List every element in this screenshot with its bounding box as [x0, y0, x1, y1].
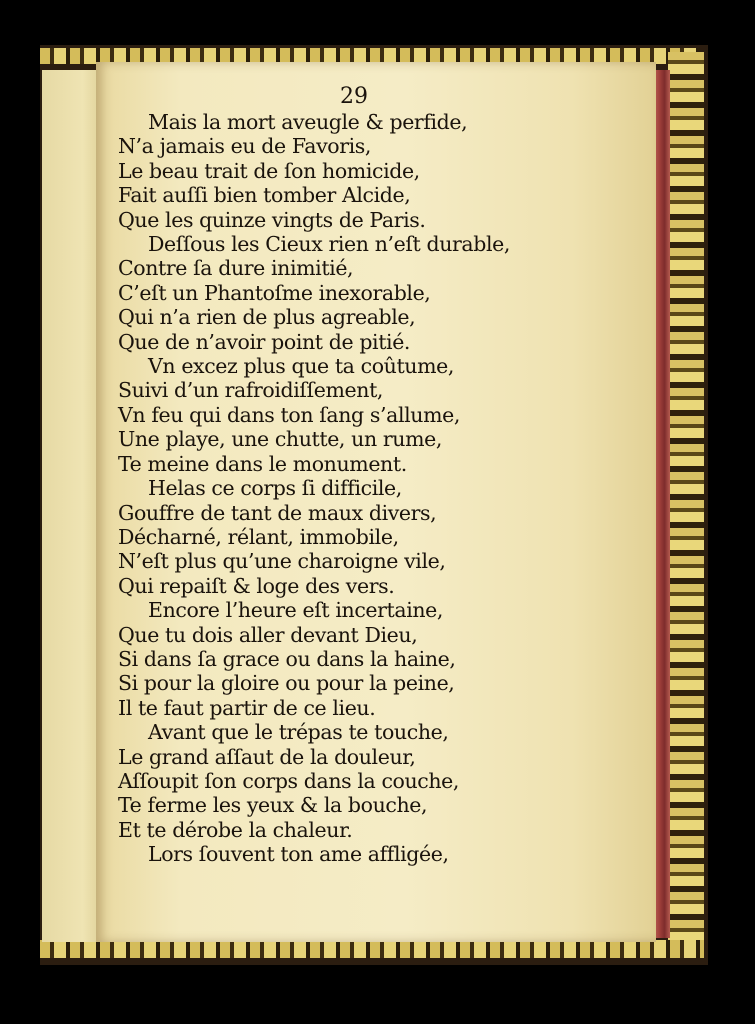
poem-line: Si dans ſa grace ou dans la haine,	[118, 646, 456, 671]
poem-line: Que les quinze vingts de Paris.	[118, 207, 426, 232]
page-number: 29	[340, 84, 368, 109]
poem-line: C’eſt un Phantoſme inexorable,	[118, 280, 431, 305]
poem-line: Helas ce corps ſi difficile,	[148, 476, 402, 501]
poem-line: Avant que le trépas te touche,	[148, 720, 449, 745]
poem-line: Suivi d’un rafroidiſſement,	[118, 378, 384, 403]
poem-line: N’a jamais eu de Favoris,	[118, 134, 372, 159]
poem-line: Mais la mort aveugle & perfide,	[148, 110, 468, 134]
poem-line: Qui repaiſt & loge des vers.	[118, 573, 395, 598]
poem-line: Te ferme les yeux & la bouche,	[118, 793, 428, 818]
poem-line: Qui n’a rien de plus agreable,	[118, 305, 416, 330]
poem-line: Gouffre de tant de maux divers,	[118, 500, 437, 525]
poem-line: Vn feu qui dans ton ſang s’allume,	[118, 402, 460, 427]
poem-line: Et te dérobe la chaleur.	[118, 817, 353, 842]
poem-line: Contre ſa dure inimitié,	[118, 256, 354, 281]
gilt-border-bottom	[40, 940, 704, 958]
poem-line: Vn excez plus que ta coûtume,	[148, 354, 454, 379]
poem-line: Lors ſouvent ton ame affligée,	[148, 842, 449, 867]
poem-line: N’eſt plus qu’une charoigne vile,	[118, 549, 446, 574]
poem-line: Encore l’heure eſt incertaine,	[148, 598, 444, 623]
poem-line: Te meine dans le monument.	[118, 451, 407, 476]
poem-line: Si pour la gloire ou pour la peine,	[118, 671, 455, 696]
poem-line: Le grand aſſaut de la douleur,	[118, 744, 416, 769]
poem-line: Décharné, rélant, immobile,	[118, 524, 399, 549]
poem-line: Une playe, une chutte, un rume,	[118, 427, 442, 452]
poem-line: Aſſoupit ſon corps dans la couche,	[118, 768, 460, 793]
poem-line: Deſſous les Cieux rien n’eſt durable,	[148, 232, 510, 257]
poem-line: Que de n’avoir point de pitié.	[118, 329, 411, 354]
poem-line: Le beau trait de ſon homicide,	[118, 158, 420, 183]
poem-line: Que tu dois aller devant Dieu,	[118, 622, 418, 647]
gilt-border-right	[668, 52, 704, 948]
poem-line: Fait auſſi bien tomber Alcide,	[118, 183, 411, 208]
poem-text	[118, 110, 508, 867]
poem-line: Il te faut partir de ce lieu.	[118, 695, 376, 720]
